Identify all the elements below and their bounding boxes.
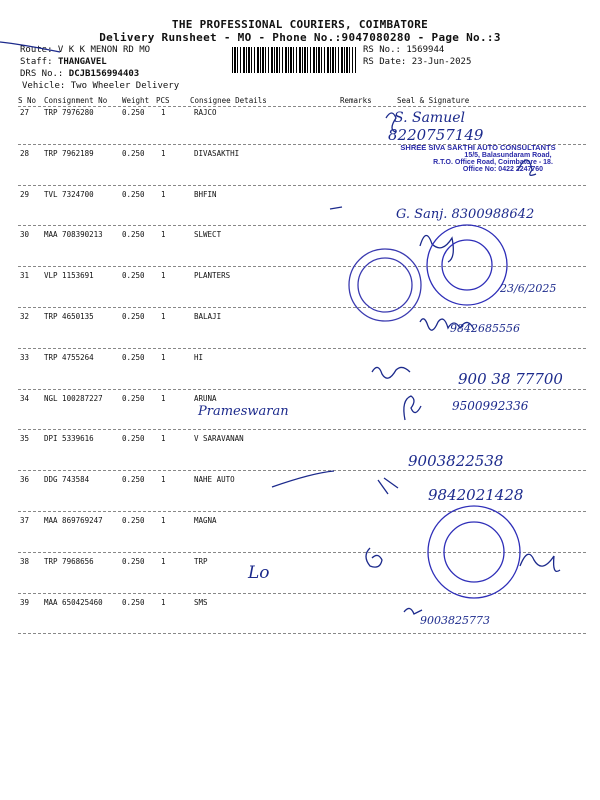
row-consignment-no: TVL 7324700 <box>44 189 94 199</box>
col-weight: Weight <box>122 96 150 105</box>
row-pcs: 1 <box>161 352 166 362</box>
limited-seal-outer <box>428 506 520 598</box>
row-consignment-no: TRP 4755264 <box>44 352 94 362</box>
runsheet-subtitle: Delivery Runsheet - MO - Phone No.:9047080280 - Page No.:3 <box>99 31 501 44</box>
rs-number: RS No.: 1569944 <box>363 45 445 55</box>
row-consignment-no: VLP 1153691 <box>44 271 94 281</box>
signature-name-row-27: S. Samuel <box>394 110 465 126</box>
row-sno: 28 <box>20 148 30 158</box>
stamp-line-2: 15/5, Balasundaram Road, <box>464 152 552 159</box>
rs-date: RS Date: 23-Jun-2025 <box>363 57 472 67</box>
row-sno: 38 <box>20 556 30 566</box>
row-weight: 0.250 <box>122 393 145 403</box>
row-weight: 0.250 <box>122 516 145 525</box>
energy-seal-inner <box>442 240 492 290</box>
row-consignee: V SARAVANAN <box>194 434 244 444</box>
route-line: Route: V K K MENON RD MO <box>20 45 151 55</box>
row-weight: 0.250 <box>122 189 145 199</box>
row-pcs: 1 <box>161 312 166 321</box>
row-weight: 0.250 <box>122 352 145 362</box>
row-sno: 37 <box>20 516 30 525</box>
phone-row-35: 9003822538 <box>408 452 504 470</box>
row-pcs: 1 <box>161 230 166 240</box>
note-row-38: Lo <box>248 563 270 583</box>
row-pcs: 1 <box>161 556 166 566</box>
row-pcs: 1 <box>161 271 166 281</box>
row-pcs: 1 <box>161 189 166 199</box>
margin-pen-mark <box>0 42 60 52</box>
row-consignment-no: NGL 100287227 <box>44 393 103 403</box>
col-remarks: Remarks <box>340 96 372 105</box>
row-weight: 0.250 <box>122 434 145 444</box>
row-pcs: 1 <box>161 148 166 158</box>
row-consignee: MAGNA <box>194 516 217 525</box>
signature-row-38 <box>520 554 560 571</box>
col-consignee: Consignee Details <box>190 96 267 105</box>
signature-row-36 <box>378 478 398 494</box>
drs-label: DRS No.: <box>20 69 64 79</box>
row-sno: 34 <box>20 393 30 403</box>
row-consignment-no: DPI 5339616 <box>44 434 94 444</box>
phone-row-32: 9842685556 <box>450 322 520 335</box>
row-sno: 30 <box>20 230 30 240</box>
date-row-31: 23/6/2025 <box>500 282 557 295</box>
row-pcs: 1 <box>161 108 166 117</box>
phone-row-33: 900 38 77700 <box>458 370 563 388</box>
signature-row-33 <box>372 367 410 378</box>
row-consignment-no: TRP 7976280 <box>44 108 94 117</box>
row-consignment-no: TRP 7962189 <box>44 148 94 158</box>
row-weight: 0.250 <box>122 230 145 240</box>
row-consignee: SLWECT <box>194 230 222 240</box>
col-sno: S No <box>18 96 37 105</box>
row-consignee: DIVASAKTHI <box>194 148 240 158</box>
row-weight: 0.250 <box>122 108 145 117</box>
row-sno: 31 <box>20 271 30 281</box>
row-sno: 32 <box>20 312 30 321</box>
row-consignment-no: TRP 4650135 <box>44 312 94 321</box>
phone-row-39: 9003825773 <box>420 614 490 627</box>
row-pcs: 1 <box>161 597 166 607</box>
row-sno: 29 <box>20 189 30 199</box>
row-consignment-no: TRP 7968656 <box>44 556 94 566</box>
row-weight: 0.250 <box>122 271 145 281</box>
row-consignment-no: MAA 869769247 <box>44 516 103 525</box>
staff-label: Staff: <box>20 57 53 67</box>
row-weight: 0.250 <box>122 148 145 158</box>
limited-seal-inner <box>444 522 504 582</box>
row-consignee: TRP <box>194 556 208 566</box>
row-sno: 33 <box>20 352 30 362</box>
row-consignee: ARUNA <box>194 393 217 403</box>
phone-row-27: 8220757149 <box>388 126 484 144</box>
row-sno: 27 <box>20 108 30 117</box>
row-consignee: BALAJI <box>194 312 222 321</box>
row-consignee: NAHE AUTO <box>194 475 235 485</box>
row-weight: 0.250 <box>122 556 145 566</box>
row-consignee: SMS <box>194 597 208 607</box>
remarks-dash-row-29 <box>330 207 342 209</box>
stamp-line-3: R.T.O. Office Road, Coimbatore - 18. <box>433 159 553 166</box>
row-consignee: PLANTERS <box>194 271 231 281</box>
vehicle-line: Vehicle: Two Wheeler Delivery <box>22 81 180 91</box>
row-consignee: BHFIN <box>194 189 217 199</box>
row-consignee: RAJCO <box>194 108 217 117</box>
stamp-line-1: SHREE SIVA SAKTHI AUTO CONSULTANTS <box>400 143 556 152</box>
consignee-note-row-34: Prameswaran <box>198 404 289 419</box>
row-sno: 35 <box>20 434 30 444</box>
association-seal-inner <box>358 258 412 312</box>
row-consignment-no: MAA 650425460 <box>44 597 103 607</box>
energy-seal-outer <box>427 225 507 305</box>
signature-row-28 <box>518 160 536 175</box>
row-pcs: 1 <box>161 475 166 485</box>
row-weight: 0.250 <box>122 475 145 485</box>
row-pcs: 1 <box>161 516 166 525</box>
row-consignment-no: MAA 708390213 <box>44 230 103 240</box>
row-weight: 0.250 <box>122 312 145 321</box>
pen-mark-row-36 <box>272 471 334 487</box>
stamp-line-4: Office No: 0422 2247760 <box>462 166 544 173</box>
drs-number: DCJB156994403 <box>68 69 140 79</box>
row-pcs: 1 <box>161 393 166 403</box>
signature-row-38-loop <box>366 548 382 567</box>
company-title: THE PROFESSIONAL COURIERS, COIMBATORE <box>171 18 429 31</box>
row-weight: 0.250 <box>122 597 145 607</box>
phone-row-34: 9500992336 <box>452 399 529 413</box>
row-pcs: 1 <box>161 434 166 444</box>
row-sno: 39 <box>20 597 30 607</box>
col-pcs: PCS <box>156 96 170 105</box>
signature-row-34 <box>404 396 421 420</box>
phone-row-36: 9842021428 <box>428 486 524 504</box>
association-seal-outer <box>349 249 421 321</box>
signature-row-29: G. Sanj. 8300988642 <box>396 207 535 222</box>
row-consignee: HI <box>194 352 204 362</box>
row-consignment-no: DDG 743584 <box>44 475 90 485</box>
row-sno: 36 <box>20 475 30 485</box>
col-consignment: Consignment No <box>44 96 108 105</box>
col-seal-signature: Seal & Signature <box>397 96 470 105</box>
staff-name: THANGAVEL <box>57 57 107 67</box>
